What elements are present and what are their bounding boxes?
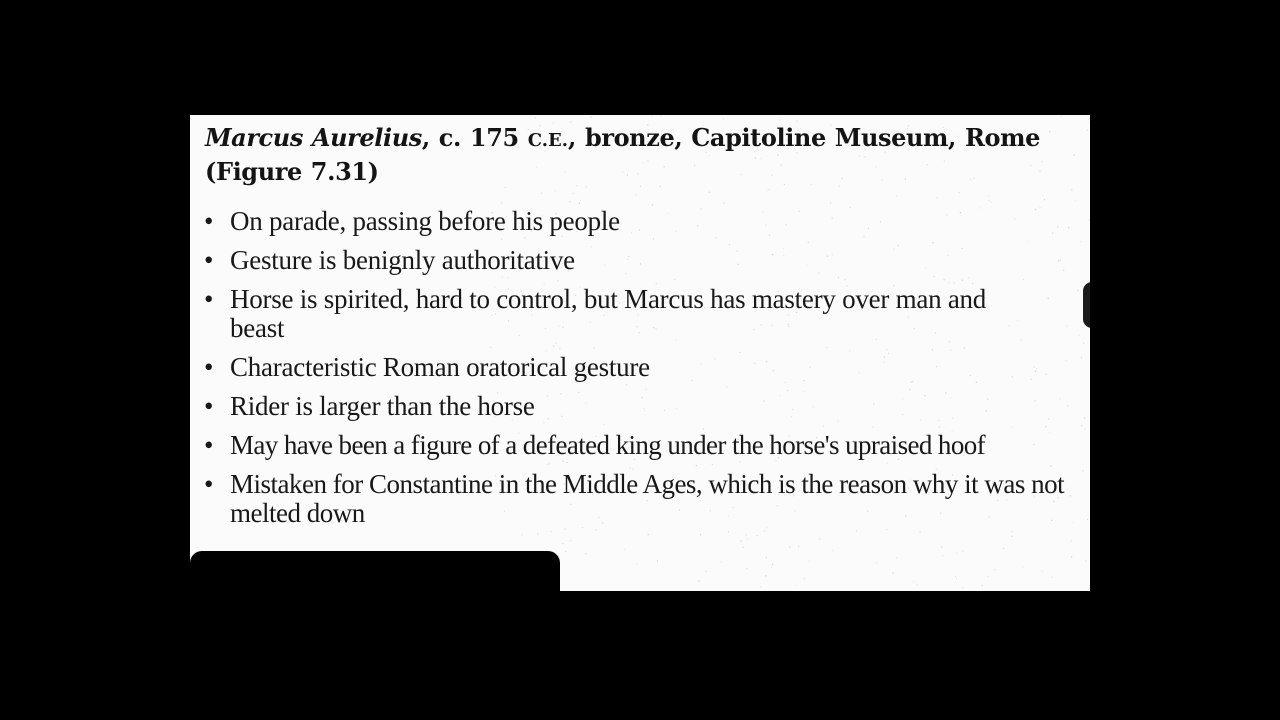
- list-item: [202, 353, 1080, 382]
- bullet-icon: •: [204, 391, 214, 421]
- redaction-box: [190, 551, 560, 611]
- bullet-icon: •: [204, 352, 214, 382]
- list-item-text: May have been a figure of a defeated king under the horse's upraised hoof: [230, 430, 986, 460]
- scanned-page: [190, 115, 1090, 591]
- heading-date-prefix: , c. 175: [421, 123, 528, 152]
- bullet-icon: •: [204, 206, 214, 236]
- artwork-title: Marcus Aurelius: [205, 123, 422, 152]
- page-heading: [205, 122, 1075, 187]
- heading-era: C.E.: [527, 130, 569, 151]
- bullet-icon: •: [204, 284, 214, 314]
- list-item-text: Mistaken for Constantine in the Middle Ages, which is the reason why it was not melted down: [230, 469, 1065, 528]
- bullet-list: [202, 207, 1080, 538]
- bullet-icon: •: [204, 469, 213, 499]
- list-item-text: Characteristic Roman oratorical gesture: [230, 352, 650, 382]
- heading-details: , bronze, Capitoline Museum, Rome (Figure 7.31): [205, 123, 1040, 186]
- list-item: [202, 246, 1080, 275]
- list-item: [202, 392, 1080, 421]
- list-item-text: On parade, passing before his people: [230, 206, 620, 236]
- list-item: [202, 470, 1080, 528]
- list-item-text: Gesture is benignly authoritative: [230, 245, 575, 275]
- list-item-text: Rider is larger than the horse: [230, 391, 535, 421]
- bullet-icon: •: [204, 430, 213, 460]
- list-item: [202, 285, 1080, 343]
- list-item-text: Horse is spirited, hard to control, but Marcus has mastery over man and beast: [230, 284, 987, 343]
- list-item: [202, 431, 1080, 460]
- adjacent-page-mark: [1083, 282, 1090, 328]
- list-item: [202, 207, 1080, 236]
- bullet-icon: •: [204, 245, 214, 275]
